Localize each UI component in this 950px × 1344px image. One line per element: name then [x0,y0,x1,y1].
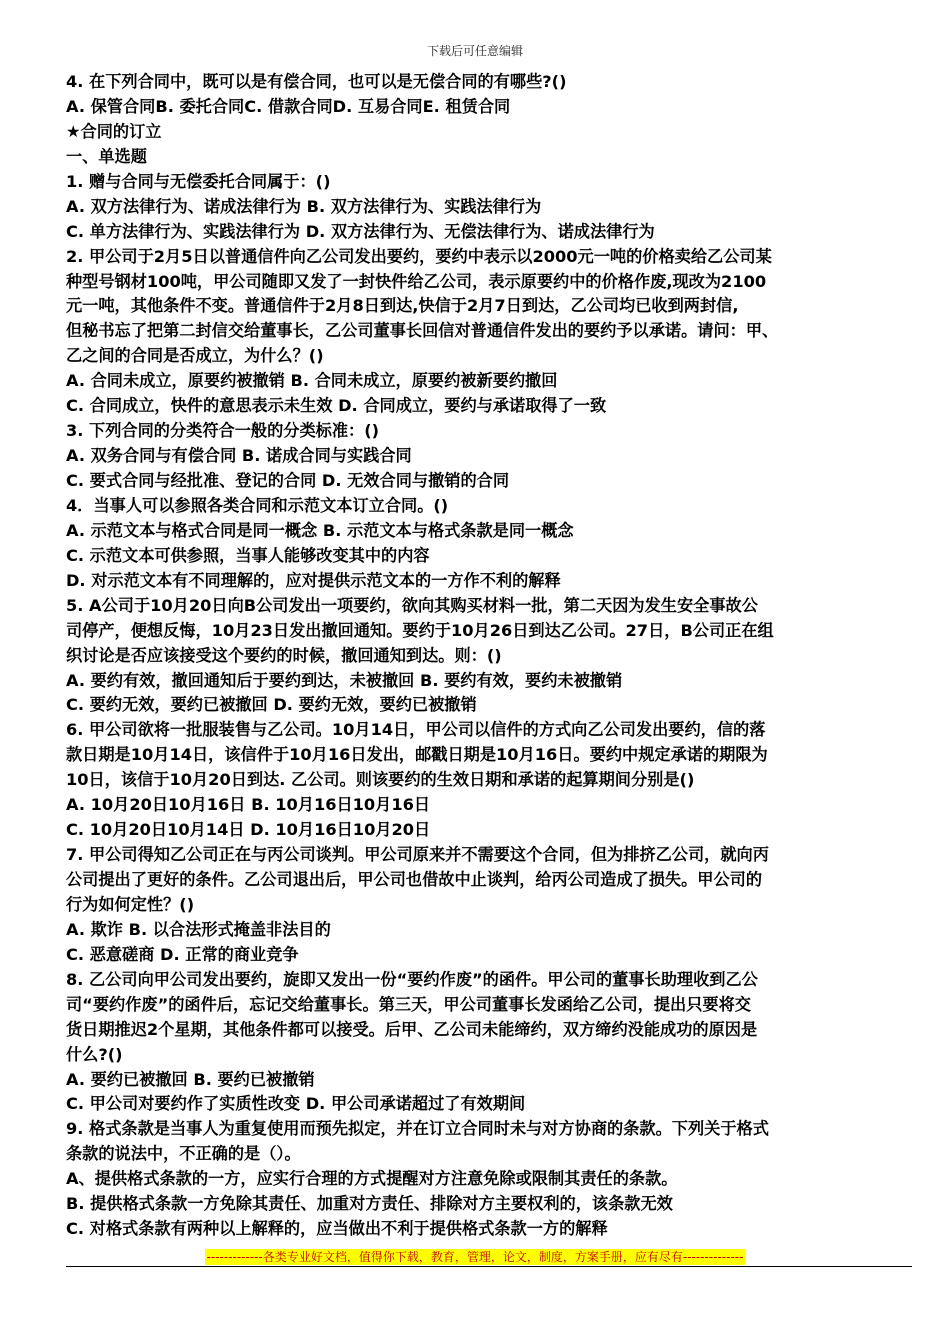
text-line: 公司提出了更好的条件。乙公司退出后，甲公司也借故中止谈判，给丙公司造成了损失。甲公司的 [66,870,763,889]
footer-banner [0,1246,950,1265]
text-line: C. 合同成立，快件的意思表示未生效 D. 合同成立，要约与承诺取得了一致 [66,396,607,416]
text-line: A. 欺诈 B. 以合法形式掩盖非法目的 [66,919,331,939]
text-line: ★合同的订立 [66,121,162,141]
footer-banner-text: -------------各类专业好文档，值得你下载，教育，管理，论文，制度，方案手册，应有尽有-------------- [206,1250,744,1264]
text-line: A. 双方法律行为、诺成法律行为 B. 双方法律行为、实践法律行为 [66,196,542,216]
text-line: C. 甲公司对要约作了实质性改变 D. 甲公司承诺超过了有效期间 [66,1094,526,1114]
text-line: 种型号钢材100吨，甲公司随即又发了一封快件给乙公司，表示原要约中的价格作废,现改为2100 [66,271,767,291]
text-line: 元一吨，其他条件不变。普通信件于2月8日到达,快信于2月7日到达，乙公司均已收到两封信, [66,296,739,316]
text-line: 款日期是10月14日，该信件于10月16日发出，邮戳日期是10月16日。要约中规定承诺的期限为 [66,745,768,765]
text-line: 2. 甲公司于2月5日以普通信件向乙公司发出要约，要约中表示以2000元一吨的价格卖给乙公司某 [66,246,772,266]
text-line: 行为如何定性？() [66,894,195,914]
text-line: 5. A公司于10月20日向B公司发出一项要约，欲向其购买材料一批，第二天因为发生安全事故公 [66,595,758,615]
text-line: 8. 乙公司向甲公司发出要约，旋即又发出一份“要约作废”的函件。甲公司的董事长助理收到乙公 [66,969,758,989]
text-line: A. 双务合同与有偿合同 B. 诺成合同与实践合同 [66,446,412,466]
text-line: 6. 甲公司欲将一批服装售与乙公司。10月14日，甲公司以信件的方式向乙公司发出要约，信的落 [66,720,766,740]
text-line: C. 示范文本可供参照，当事人能够改变其中的内容 [66,545,430,565]
text-line: 但秘书忘了把第二封信交给董事长，乙公司董事长回信对普通信件发出的要约予以承诺。请问：甲、 [66,321,779,341]
text-line: 4. 在下列合同中，既可以是有偿合同，也可以是无偿合同的有哪些?() [66,72,567,91]
text-line: C. 10月20日10月14日 D. 10月16日10月20日 [66,820,431,840]
text-line: A、提供格式条款的一方，应实行合理的方式提醒对方注意免除或限制其责任的条款。 [66,1169,678,1189]
text-line: A. 要约已被撤回 B. 要约已被撤销 [66,1069,315,1089]
text-line: 乙之间的合同是否成立，为什么？() [66,346,324,366]
text-line: C. 要式合同与经批准、登记的合同 D. 无效合同与撤销的合同 [66,471,510,490]
text-line: B. 提供格式条款一方免除其责任、加重对方责任、排除对方主要权利的，该条款无效 [66,1194,673,1214]
text-line: 1. 赠与合同与无偿委托合同属于：() [66,171,331,191]
text-line: 司“要约作废”的函件后，忘记交给董事长。第三天，甲公司董事长发函给乙公司，提出只要将交 [66,994,751,1014]
text-line: 司停产，便想反悔，10月23日发出撤回通知。要约于10月26日到达乙公司。27日，B公司正在组 [66,620,774,640]
text-line: 9. 格式条款是当事人为重复使用而预先拟定，并在订立合同时未与对方协商的条款。下列关于格式 [66,1119,769,1139]
document-body [66,70,912,1242]
text-line: A. 10月20日10月16日 B. 10月16日10月16日 [66,795,431,815]
text-line: 货日期推迟2个星期，其他条件都可以接受。后甲、乙公司未能缔约，双方缔约没能成功的原因是 [66,1019,758,1039]
text-line: A. 保管合同B. 委托合同C. 借款合同D. 互易合同E. 租赁合同 [66,96,511,116]
text-line: A. 合同未成立，原要约被撤销 B. 合同未成立，原要约被新要约撤回 [66,371,558,391]
text-line: 7. 甲公司得知乙公司正在与丙公司谈判。甲公司原来并不需要这个合同，但为排挤乙公司，就向丙 [66,845,769,865]
text-line: 3. 下列合同的分类符合一般的分类标准：() [66,421,380,441]
footer-rule [66,1266,912,1267]
text-line: A. 要约有效，撤回通知后于要约到达，未被撤回 B. 要约有效，要约未被撤销 [66,670,623,690]
text-line: 条款的说法中，不正确的是（）。 [66,1144,301,1164]
text-line: C. 单方法律行为、实践法律行为 D. 双方法律行为、无偿法律行为、诺成法律行为 [66,221,655,241]
text-line: C. 要约无效，要约已被撤回 D. 要约无效，要约已被撤销 [66,695,477,715]
text-line: 一、单选题 [66,146,147,166]
text-line: C. 恶意磋商 D. 正常的商业竞争 [66,944,299,964]
text-line: A. 示范文本与格式合同是同一概念 B. 示范文本与格式条款是同一概念 [66,520,574,540]
text-line: 4．当事人可以参照各类合同和示范文本订立合同。() [66,495,449,515]
text-line: C. 对格式条款有两种以上解释的，应当做出不利于提供格式条款一方的解释 [66,1219,608,1239]
page-header: 下载后可任意编辑 [426,44,523,58]
text-line: 织讨论是否应该接受这个要约的时候，撤回通知到达。则：() [66,645,502,665]
text-line: 什么?() [66,1044,123,1064]
text-line: 10日，该信于10月20日到达. 乙公司。则该要约的生效日期和承诺的起算期间分别是() [66,770,695,790]
text-line: D. 对示范文本有不同理解的，应对提供示范文本的一方作不利的解释 [66,570,561,590]
